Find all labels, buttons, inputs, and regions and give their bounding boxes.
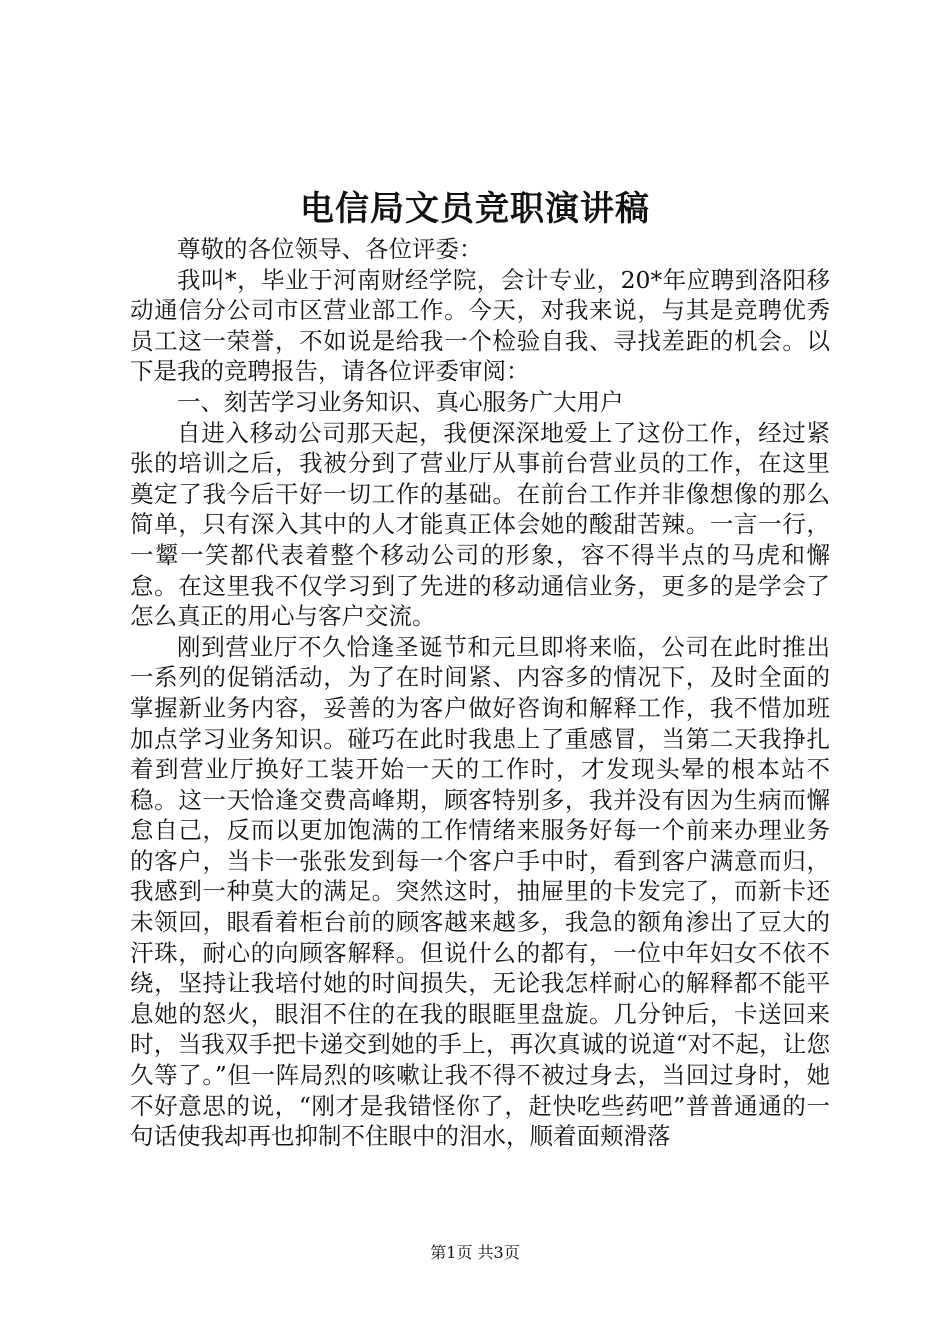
document-body xyxy=(130,234,830,1152)
page-number-footer: 第1页 共3页 xyxy=(430,1243,520,1262)
paragraph-body: 刚到营业厅不久恰逢圣诞节和元旦即将来临，公司在此时推出一系列的促销活动，为了在时间紧、内容多的情况下，及时全面的掌握新业务内容，妥善的为客户做好咨询和解释工作，我不惜加班加点学习业务知识。碰巧在此时我患上了重感冒，当第二天我挣扎着到营业厅换好工装开始一天的工作时，才发现头晕的根本站不稳。这一天恰逢交费高峰期，顾客特别多，我并没有因为生病而懈怠自己，反而以更加饱满的工作情绪来服务好每一个前来办理业务的客户，当卡一张张发到每一个客户手中时，看到客户满意而归，我感到一种莫大的满足。突然这时，抽屉里的卡发完了，而新卡还未领回，眼看着柜台前的顾客越来越多，我急的额角渗出了豆大的汗珠，耐心的向顾客解释。但说什么的都有，一位中年妇女不依不绕，坚持让我培付她的时间损失，无论我怎样耐心的解释都不能平息她的怒火，眼泪不住的在我的眼眶里盘旋。几分钟后，卡送回来时，当我双手把卡递交到她的手上，再次真诚的说道“对不起，让您久等了。”但一阵局烈的咳嗽让我不得不被过身去，当回过身时，她不好意思的说，“刚才是我错怪你了，赶快吃些药吧”普普通通的一句话使我却再也抑制不住眼中的泪水，顺着面颊滑落 xyxy=(130,632,830,1151)
paragraph-body: 自进入移动公司那天起，我便深深地爱上了这份工作，经过紧张的培训之后，我被分到了营业厅从事前台营业员的工作，在这里奠定了我今后干好一切工作的基础。在前台工作并非像想像的那么简单，只有深入其中的人才能真正体会她的酸甜苦辣。一言一行，一颦一笑都代表着整个移动公司的形象，容不得半点的马虎和懈怠。在这里我不仅学习到了先进的移动通信业务，更多的是学会了怎么真正的用心与客户交流。 xyxy=(130,418,830,631)
section-heading-1: 一、刻苦学习业务知识、真心服务广大用户 xyxy=(177,387,624,416)
paragraph-salutation: 尊敬的各位领导、各位评委： xyxy=(177,235,483,263)
document-title: 电信局文员竞职演讲稿 xyxy=(300,189,650,229)
paragraph-introduction: 我叫*，毕业于河南财经学院，会计专业，20*年应聘到洛阳移动通信分公司市区营业部工作。今天，对我来说，与其是竞聘优秀员工这一荣誉，不如说是给我一个检验自我、寻找差距的机会。以下是我的竞聘报告，请各位评委审阅： xyxy=(130,265,830,386)
